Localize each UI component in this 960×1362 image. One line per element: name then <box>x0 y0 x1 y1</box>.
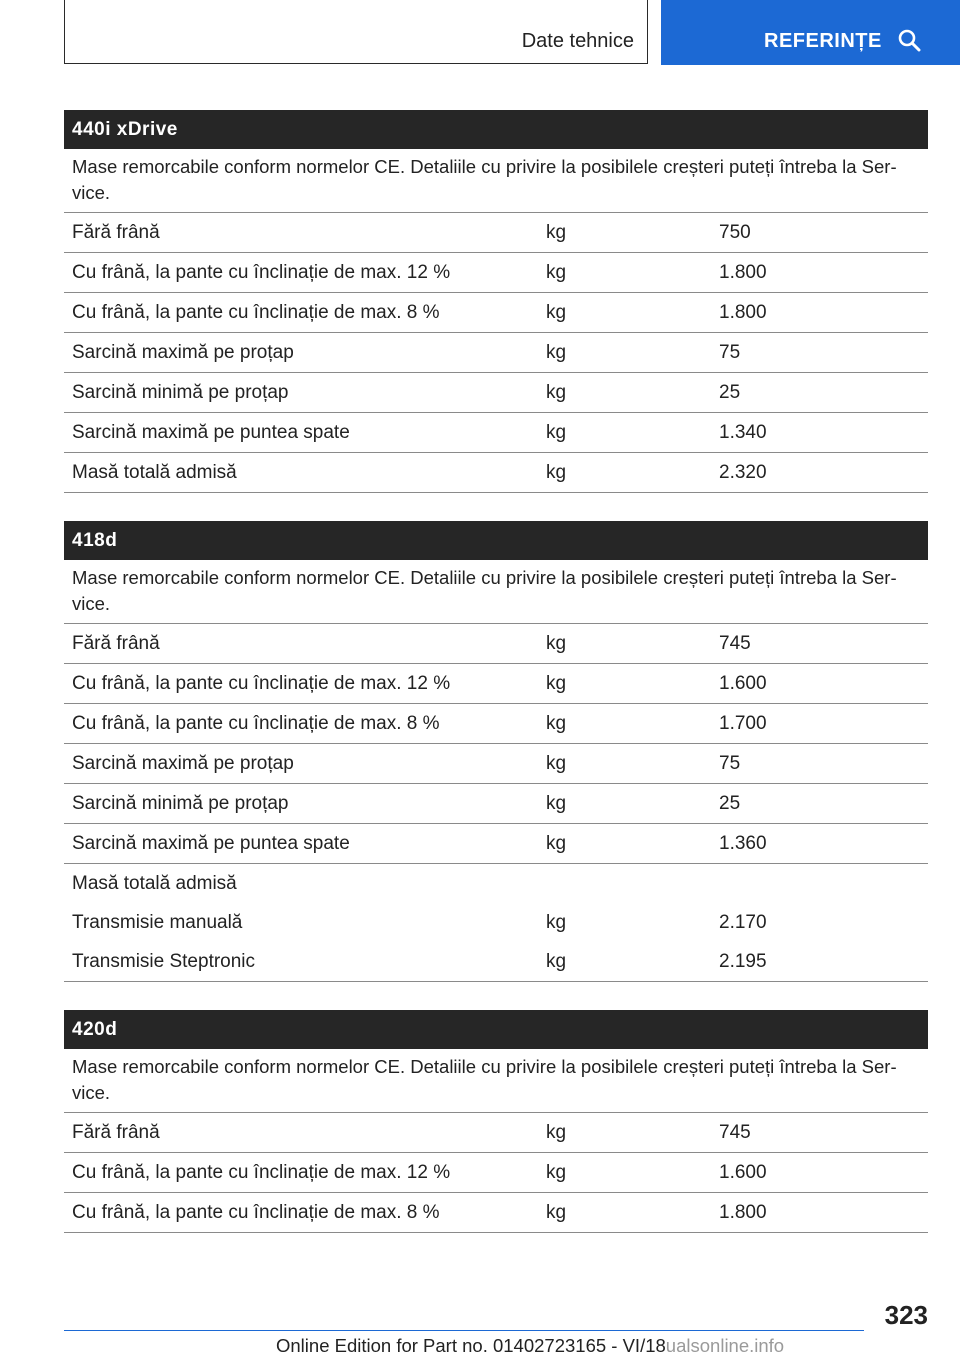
row-label: Sarcină maximă pe proțap <box>72 342 294 363</box>
row-value: 1.800 <box>719 262 767 283</box>
row-label: Fără frână <box>72 633 160 654</box>
section-title: 418d <box>64 521 928 560</box>
footer-edition <box>276 1335 784 1357</box>
row-unit: kg <box>546 302 567 323</box>
row-unit: kg <box>546 1162 567 1183</box>
row-label: Fără frână <box>72 1122 160 1143</box>
row-label: Sarcină minimă pe proțap <box>72 793 289 814</box>
row-value: 2.170 <box>719 912 767 933</box>
row-label: Cu frână, la pante cu înclinație de max. 8 % <box>72 302 440 323</box>
table-row <box>64 624 928 664</box>
table-row <box>64 784 928 824</box>
footer-edition-text: Online Edition for Part no. 01402723165 - VI/18 <box>276 1335 666 1356</box>
row-label: Masă totală admisă <box>72 462 237 483</box>
row-unit: kg <box>546 422 567 443</box>
row-label: Transmisie Steptronic <box>72 951 256 972</box>
row-value: 75 <box>719 753 741 774</box>
references-button[interactable] <box>661 0 960 65</box>
table-row <box>64 1193 928 1233</box>
table-row <box>64 213 928 253</box>
table-row <box>64 744 928 784</box>
row-value: 750 <box>719 222 751 243</box>
row-label: Sarcină minimă pe proțap <box>72 382 289 403</box>
row-value: 1.800 <box>719 302 767 323</box>
row-value: 1.800 <box>719 1202 767 1223</box>
header-section-box <box>64 0 648 64</box>
table-row <box>64 333 928 373</box>
row-unit: kg <box>546 342 567 363</box>
row-label: Cu frână, la pante cu înclinație de max. 12 % <box>72 1162 451 1183</box>
table-row <box>64 1153 928 1193</box>
footer-watermark: ual <box>665 1335 691 1356</box>
row-unit: kg <box>546 713 567 734</box>
row-unit: kg <box>546 462 567 483</box>
row-label: Cu frână, la pante cu înclinație de max. 8 % <box>72 713 440 734</box>
row-unit: kg <box>546 912 567 933</box>
table-row <box>64 664 928 704</box>
row-value: 25 <box>719 793 741 814</box>
row-unit: kg <box>546 1202 567 1223</box>
row-unit: kg <box>546 833 567 854</box>
table-row <box>64 1113 928 1153</box>
row-value: 1.340 <box>719 422 767 443</box>
row-value: 1.700 <box>719 713 767 734</box>
table-row <box>64 824 928 864</box>
section-440i-xdrive <box>64 110 928 493</box>
table-row <box>64 704 928 744</box>
table-row <box>64 453 928 493</box>
table-row <box>64 903 928 942</box>
header-section-title: Date tehnice <box>521 30 634 52</box>
row-unit: kg <box>546 262 567 283</box>
section-420d <box>64 1010 928 1233</box>
references-label: REFERINȚE <box>764 30 882 52</box>
row-value: 1.600 <box>719 1162 767 1183</box>
section-note: Mase remorcabile conform normelor CE. Detaliile cu privire la posibilele creșteri puteți întreba la Ser-vice. <box>64 1049 928 1113</box>
section-title: 440i xDrive <box>64 110 928 149</box>
row-label: Transmisie manuală <box>72 912 243 933</box>
footer-divider <box>64 1330 864 1331</box>
row-label: Masă totală admisă <box>72 873 237 894</box>
row-unit: kg <box>546 753 567 774</box>
row-label: Sarcină maximă pe puntea spate <box>72 833 350 854</box>
row-value: 745 <box>719 633 751 654</box>
row-value: 75 <box>719 342 741 363</box>
table-row <box>64 413 928 453</box>
row-label: Cu frână, la pante cu înclinație de max. 12 % <box>72 262 451 283</box>
row-unit: kg <box>546 382 567 403</box>
row-label: Cu frână, la pante cu înclinație de max. 12 % <box>72 673 451 694</box>
table-row <box>64 293 928 333</box>
footer-watermark-tail: sonline.info <box>690 1335 785 1356</box>
table-row <box>64 942 928 982</box>
row-unit: kg <box>546 1122 567 1143</box>
table-row <box>64 253 928 293</box>
row-value: 2.195 <box>719 951 767 972</box>
section-note: Mase remorcabile conform normelor CE. Detaliile cu privire la posibilele creșteri puteți întreba la Ser-vice. <box>64 149 928 213</box>
table-row <box>64 373 928 413</box>
row-label: Fără frână <box>72 222 160 243</box>
row-value: 745 <box>719 1122 751 1143</box>
row-unit: kg <box>546 673 567 694</box>
row-unit: kg <box>546 793 567 814</box>
row-value: 25 <box>719 382 741 403</box>
row-label: Cu frână, la pante cu înclinație de max. 8 % <box>72 1202 440 1223</box>
row-value: 1.600 <box>719 673 767 694</box>
section-note: Mase remorcabile conform normelor CE. Detaliile cu privire la posibilele creșteri puteți întreba la Ser-vice. <box>64 560 928 624</box>
search-icon[interactable] <box>897 28 921 52</box>
section-title: 420d <box>64 1010 928 1049</box>
row-value: 1.360 <box>719 833 767 854</box>
section-418d <box>64 521 928 982</box>
table-row <box>64 864 928 903</box>
row-unit: kg <box>546 633 567 654</box>
row-label: Sarcină maximă pe proțap <box>72 753 294 774</box>
row-unit: kg <box>546 222 567 243</box>
page-number: 323 <box>884 1300 928 1330</box>
row-value: 2.320 <box>719 462 767 483</box>
row-unit: kg <box>546 951 567 972</box>
row-label: Sarcină maximă pe puntea spate <box>72 422 350 443</box>
